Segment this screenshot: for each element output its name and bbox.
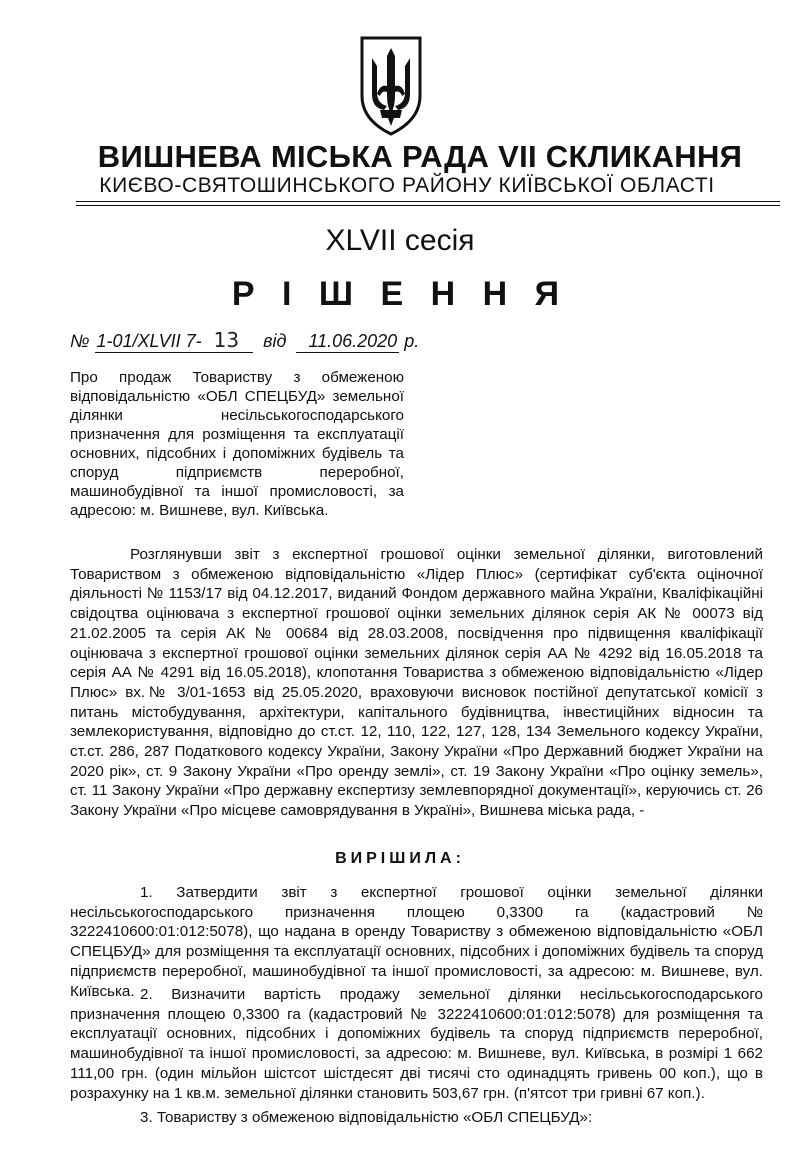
document-type: Р І Ш Е Н Н Я — [231, 275, 569, 313]
resolved-heading: ВИРІШИЛА: — [335, 850, 465, 867]
decision-subject: Про продаж Товариству з обмеженою відповідальністю «ОБЛ СПЕЦБУД» земельної ділянки несільськогосподарського призначення для розміщення та експлуатації основних, підсобних і допоміжних будівель та споруд підприємств переробної, машинобудівної та іншої промисловості, за адресою: м. Вишневе, вул. Київська. — [70, 369, 404, 519]
session-title: XLVII сесія — [325, 224, 475, 257]
decision-number-field — [95, 328, 254, 353]
year-suffix: р. — [404, 331, 420, 351]
handwritten-number: 13 — [213, 328, 240, 352]
decision-date-field — [296, 331, 399, 353]
header-divider-top — [76, 201, 780, 202]
decision-date: 11.06.2020 — [308, 331, 398, 351]
resolution-item-3: 3. Товариству з обмеженою відповідальністю «ОБЛ СПЕЦБУД»: — [140, 1109, 593, 1126]
preamble-paragraph: Розглянувши звіт з експертної грошової оцінки земельної ділянки, виготовлений Товариством з обмеженою відповідальністю «Лідер Плюс» (сертифікат суб'єкта оціночної діяльності № 1153/17 від 04.12.2017, виданий Фондом державного майна України, Кваліфікаційні свідоцтва оцінювача з експертної грошової оцінки земельних ділянок серія АК № 00073 від 21.02.2005 та серія АК № 00684 від 28.03.2008, посвідчення про підвищення кваліфікації оцінювача з експертної грошової оцінки земельних ділянок серія АА № 4292 від 16.05.2018 та серія АА № 4291 від 16.05.2018), клопотання Товариства з обмеженою відповідальністю «Лідер Плюс» вх.№ 3/01-1653 від 25.05.2020, враховуючи висновок постійної депутатської комісії з питань містобудування, архітектури, капітального будівництва, інвестиційних відносин та землекористування, відповідно до ст.ст. 12, 110, 122, 127, 128, 134 Земельного кодексу України, ст.ст. 286, 287 Податкового кодексу України, Закону України «Про Державний бюджет України на 2020 рік», ст. 9 Закону України «Про оренду землі», ст. 19 Закону України «Про оцінку земель», ст. 11 Закону України «Про державну експертизу землевпорядної документації», керуючись ст. 26 Закону України «Про місцеве самоврядування в Україні», Вишнева міська рада, - — [70, 546, 763, 820]
date-label: від — [263, 331, 287, 351]
district-name: КИЄВО-СВЯТОШИНСЬКОГО РАЙОНУ КИЇВСЬКОЇ ОБЛАСТІ — [99, 174, 715, 197]
number-label: № — [70, 331, 90, 351]
council-name: ВИШНЕВА МІСЬКА РАДА VII СКЛИКАННЯ — [97, 139, 743, 174]
resolution-item-1: 1. Затвердити звіт з експертної грошової оцінки земельної ділянки несільськогосподарського призначення площею 0,3300 га (кадастровий № 3222410600:01:012:5078), що надана в оренду Товариству з обмеженою відповідальністю «ОБЛ СПЕЦБУД» для розміщення та експлуатації основних, підсобних і допоміжних будівель та споруд підприємств переробної, машинобудівної та іншої промисловості, за адресою: м. Вишневе, вул. Київська. — [70, 884, 763, 1000]
decision-number: 1-01/XLVII 7- — [96, 331, 202, 351]
header-divider-bottom — [76, 205, 780, 206]
resolution-item-2: 2. Визначити вартість продажу земельної ділянки несільськогосподарського призначення площею 0,3300 га (кадастровий № 3222410600:01:012:5078) для розміщення та експлуатації основних, підсобних і допоміжних будівель та споруд підприємств переробної, машинобудівної та іншої промисловості, за адресою: м. Вишневе, вул. Київська, в розмірі 1 662 111,00 грн. (один мільйон шістсот шістдесят дві тисячі сто одинадцять гривень 00 коп.), що в розрахунку на 1 кв.м. земельної ділянки становить 503,67 грн. (п'ятсот три гривні 67 коп.). — [70, 986, 763, 1102]
trident-emblem-icon — [358, 34, 424, 138]
reference-line — [70, 328, 419, 353]
